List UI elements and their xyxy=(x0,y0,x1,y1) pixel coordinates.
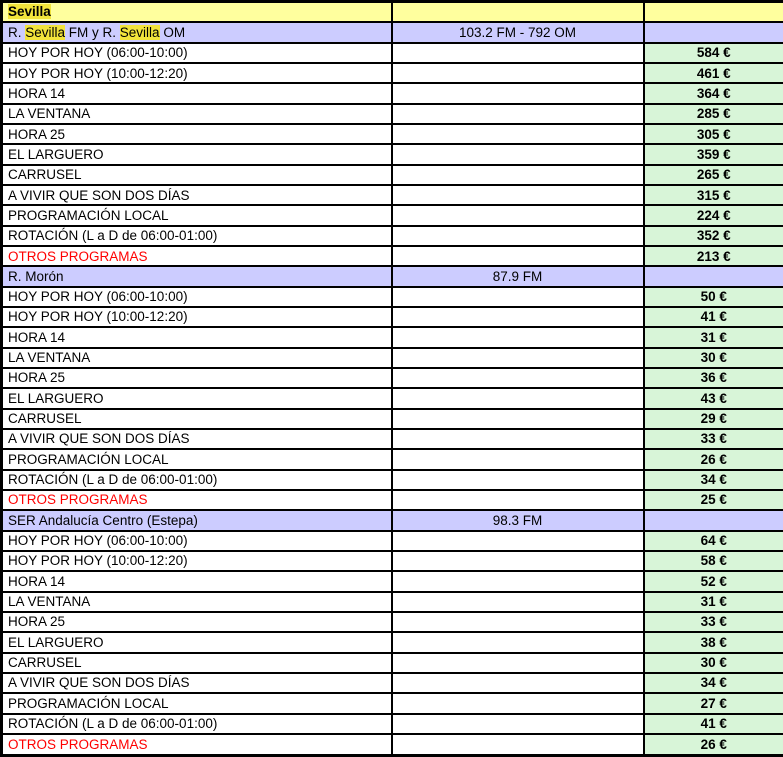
program-empty-cell xyxy=(392,104,644,124)
program-name-cell: HOY POR HOY (06:00-10:00) xyxy=(2,531,392,551)
price-cell: 38 € xyxy=(644,632,783,652)
program-empty-cell xyxy=(392,490,644,510)
price-cell: 34 € xyxy=(644,673,783,693)
program-name-cell: HOY POR HOY (06:00-10:00) xyxy=(2,287,392,307)
price-cell: 33 € xyxy=(644,612,783,632)
program-empty-cell xyxy=(392,632,644,652)
program-row xyxy=(2,551,783,571)
program-name-cell: CARRUSEL xyxy=(2,165,392,185)
program-row xyxy=(2,165,783,185)
program-row xyxy=(2,612,783,632)
program-row xyxy=(2,409,783,429)
program-name-cell: CARRUSEL xyxy=(2,409,392,429)
program-row xyxy=(2,246,783,266)
program-name-cell: A VIVIR QUE SON DOS DÍAS xyxy=(2,673,392,693)
program-row xyxy=(2,43,783,63)
price-cell: 224 € xyxy=(644,205,783,225)
search-highlight: Sevilla xyxy=(8,4,51,20)
program-row xyxy=(2,124,783,144)
program-name-cell: PROGRAMACIÓN LOCAL xyxy=(2,693,392,713)
text-segment: R. xyxy=(8,24,26,40)
price-cell: 58 € xyxy=(644,551,783,571)
price-cell: 41 € xyxy=(644,307,783,327)
program-row xyxy=(2,429,783,449)
station-empty-cell xyxy=(644,266,783,286)
station-header-row xyxy=(2,22,783,42)
program-row xyxy=(2,693,783,713)
program-empty-cell xyxy=(392,470,644,490)
program-name-cell: EL LARGUERO xyxy=(2,632,392,652)
program-name-cell: A VIVIR QUE SON DOS DÍAS xyxy=(2,429,392,449)
price-cell: 352 € xyxy=(644,226,783,246)
program-empty-cell xyxy=(392,287,644,307)
price-cell: 36 € xyxy=(644,368,783,388)
program-empty-cell xyxy=(392,388,644,408)
station-empty-cell xyxy=(644,22,783,42)
program-row xyxy=(2,388,783,408)
price-cell: 31 € xyxy=(644,327,783,347)
program-name-cell: PROGRAMACIÓN LOCAL xyxy=(2,205,392,225)
program-row xyxy=(2,673,783,693)
price-cell: 34 € xyxy=(644,470,783,490)
price-cell: 315 € xyxy=(644,185,783,205)
program-name-cell: EL LARGUERO xyxy=(2,388,392,408)
program-row xyxy=(2,83,783,103)
price-cell: 25 € xyxy=(644,490,783,510)
program-empty-cell xyxy=(392,714,644,734)
program-name-cell: OTROS PROGRAMAS xyxy=(2,490,392,510)
program-name-cell: HORA 14 xyxy=(2,83,392,103)
price-cell: 30 € xyxy=(644,653,783,673)
program-name-cell: LA VENTANA xyxy=(2,104,392,124)
station-empty-cell xyxy=(644,510,783,530)
program-empty-cell xyxy=(392,307,644,327)
program-row xyxy=(2,185,783,205)
program-row xyxy=(2,368,783,388)
price-cell: 52 € xyxy=(644,571,783,591)
program-empty-cell xyxy=(392,592,644,612)
program-name-cell: HOY POR HOY (06:00-10:00) xyxy=(2,43,392,63)
program-empty-cell xyxy=(392,348,644,368)
program-empty-cell xyxy=(392,571,644,591)
program-name-cell: A VIVIR QUE SON DOS DÍAS xyxy=(2,185,392,205)
price-cell: 359 € xyxy=(644,144,783,164)
program-name-cell: LA VENTANA xyxy=(2,592,392,612)
city-empty-cell xyxy=(392,2,644,23)
price-cell: 30 € xyxy=(644,348,783,368)
program-name-cell: EL LARGUERO xyxy=(2,144,392,164)
program-row xyxy=(2,205,783,225)
price-cell: 305 € xyxy=(644,124,783,144)
price-cell: 461 € xyxy=(644,63,783,83)
program-empty-cell xyxy=(392,734,644,756)
program-name-cell: ROTACIÓN (L a D de 06:00-01:00) xyxy=(2,226,392,246)
price-cell: 50 € xyxy=(644,287,783,307)
program-name-cell: ROTACIÓN (L a D de 06:00-01:00) xyxy=(2,714,392,734)
program-empty-cell xyxy=(392,449,644,469)
program-name-cell: OTROS PROGRAMAS xyxy=(2,246,392,266)
program-empty-cell xyxy=(392,612,644,632)
program-empty-cell xyxy=(392,551,644,571)
price-cell: 41 € xyxy=(644,714,783,734)
program-name-cell: LA VENTANA xyxy=(2,348,392,368)
program-empty-cell xyxy=(392,246,644,266)
program-empty-cell xyxy=(392,368,644,388)
station-frequency-cell: 103.2 FM - 792 OM xyxy=(392,22,644,42)
city-name-cell xyxy=(2,2,392,23)
program-name-cell: HORA 14 xyxy=(2,327,392,347)
station-name-cell xyxy=(2,510,392,530)
price-cell: 584 € xyxy=(644,43,783,63)
text-segment: FM y R. xyxy=(65,24,120,40)
program-name-cell: HOY POR HOY (10:00-12:20) xyxy=(2,63,392,83)
price-cell: 27 € xyxy=(644,693,783,713)
program-empty-cell xyxy=(392,693,644,713)
program-row xyxy=(2,226,783,246)
program-empty-cell xyxy=(392,653,644,673)
price-cell: 33 € xyxy=(644,429,783,449)
station-frequency-cell: 98.3 FM xyxy=(392,510,644,530)
text-segment: OM xyxy=(159,24,186,40)
program-name-cell: PROGRAMACIÓN LOCAL xyxy=(2,449,392,469)
program-row xyxy=(2,327,783,347)
program-empty-cell xyxy=(392,83,644,103)
program-name-cell: HOY POR HOY (10:00-12:20) xyxy=(2,307,392,327)
program-row xyxy=(2,287,783,307)
program-name-cell: HORA 25 xyxy=(2,368,392,388)
program-name-cell: HORA 25 xyxy=(2,612,392,632)
station-frequency-cell: 87.9 FM xyxy=(392,266,644,286)
program-name-cell: HOY POR HOY (10:00-12:20) xyxy=(2,551,392,571)
program-row xyxy=(2,470,783,490)
program-empty-cell xyxy=(392,124,644,144)
program-empty-cell xyxy=(392,63,644,83)
program-row xyxy=(2,104,783,124)
program-row xyxy=(2,592,783,612)
program-row xyxy=(2,144,783,164)
price-cell: 364 € xyxy=(644,83,783,103)
rates-table-body xyxy=(2,2,783,756)
program-name-cell: HORA 14 xyxy=(2,571,392,591)
program-row xyxy=(2,490,783,510)
program-empty-cell xyxy=(392,185,644,205)
price-cell: 43 € xyxy=(644,388,783,408)
program-empty-cell xyxy=(392,531,644,551)
program-empty-cell xyxy=(392,165,644,185)
station-name-cell xyxy=(2,266,392,286)
program-name-cell: OTROS PROGRAMAS xyxy=(2,734,392,756)
program-row xyxy=(2,63,783,83)
station-name-cell xyxy=(2,22,392,42)
program-empty-cell xyxy=(392,43,644,63)
program-empty-cell xyxy=(392,144,644,164)
city-empty-cell xyxy=(644,2,783,23)
program-empty-cell xyxy=(392,226,644,246)
program-row xyxy=(2,449,783,469)
program-row xyxy=(2,531,783,551)
program-row xyxy=(2,571,783,591)
price-cell: 265 € xyxy=(644,165,783,185)
price-cell: 64 € xyxy=(644,531,783,551)
program-name-cell: ROTACIÓN (L a D de 06:00-01:00) xyxy=(2,470,392,490)
program-row xyxy=(2,307,783,327)
program-row xyxy=(2,632,783,652)
station-header-row xyxy=(2,266,783,286)
program-empty-cell xyxy=(392,327,644,347)
program-name-cell: CARRUSEL xyxy=(2,653,392,673)
price-cell: 26 € xyxy=(644,449,783,469)
program-name-cell: HORA 25 xyxy=(2,124,392,144)
program-empty-cell xyxy=(392,409,644,429)
search-highlight: Sevilla xyxy=(119,24,160,40)
text-segment: R. Morón xyxy=(8,268,64,284)
text-segment: SER Andalucía Centro (Estepa) xyxy=(8,512,198,528)
program-empty-cell xyxy=(392,205,644,225)
price-cell: 213 € xyxy=(644,246,783,266)
station-header-row xyxy=(2,510,783,530)
program-row xyxy=(2,653,783,673)
program-row xyxy=(2,734,783,756)
program-row xyxy=(2,348,783,368)
program-empty-cell xyxy=(392,673,644,693)
search-highlight: Sevilla xyxy=(25,24,66,40)
program-row xyxy=(2,714,783,734)
price-cell: 29 € xyxy=(644,409,783,429)
price-cell: 31 € xyxy=(644,592,783,612)
price-cell: 26 € xyxy=(644,734,783,756)
program-empty-cell xyxy=(392,429,644,449)
price-cell: 285 € xyxy=(644,104,783,124)
city-header-row xyxy=(2,2,783,23)
